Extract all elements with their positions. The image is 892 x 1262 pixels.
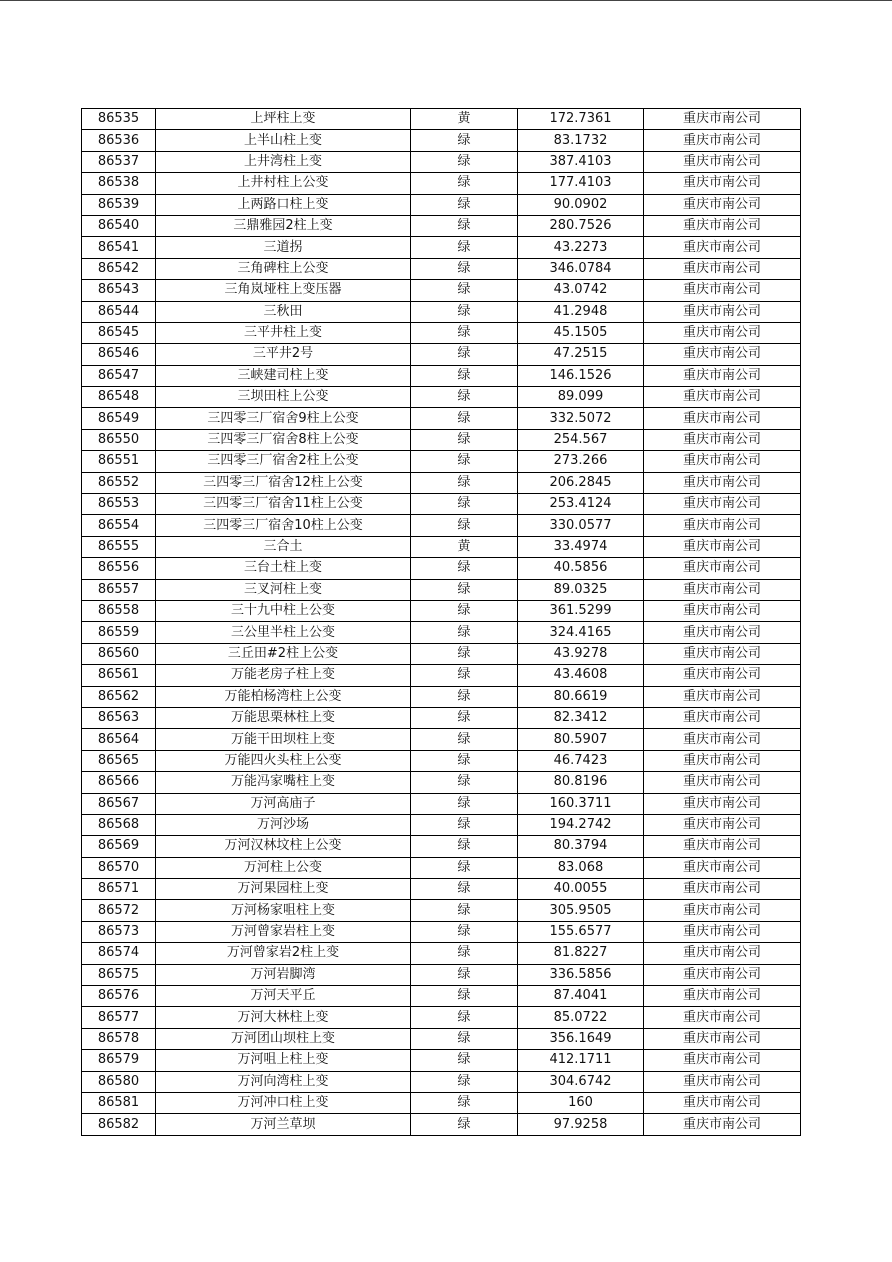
station-name-cell: 三四零三厂宿舍9柱上公变 xyxy=(156,408,411,429)
table-row xyxy=(82,857,801,878)
table-row xyxy=(82,387,801,408)
row-id-cell: 86550 xyxy=(82,429,156,450)
table-row xyxy=(82,408,801,429)
status-code-cell: 绿 xyxy=(411,130,518,151)
status-code-cell: 黄 xyxy=(411,109,518,130)
station-name-cell: 三合土 xyxy=(156,536,411,557)
value-cell: 97.9258 xyxy=(518,1114,644,1135)
station-name-cell: 三丘田#2柱上公变 xyxy=(156,643,411,664)
table-row xyxy=(82,1114,801,1135)
table-row xyxy=(82,130,801,151)
table-row xyxy=(82,536,801,557)
data-table xyxy=(81,108,801,1136)
value-cell: 87.4041 xyxy=(518,986,644,1007)
company-cell: 重庆市南公司 xyxy=(644,793,801,814)
station-name-cell: 万河汉林坟柱上公变 xyxy=(156,836,411,857)
value-cell: 412.1711 xyxy=(518,1050,644,1071)
station-name-cell: 上坪柱上变 xyxy=(156,109,411,130)
company-cell: 重庆市南公司 xyxy=(644,558,801,579)
company-cell: 重庆市南公司 xyxy=(644,1028,801,1049)
table-row xyxy=(82,322,801,343)
table-row xyxy=(82,365,801,386)
table-row xyxy=(82,729,801,750)
table-row xyxy=(82,109,801,130)
status-code-cell: 绿 xyxy=(411,237,518,258)
company-cell: 重庆市南公司 xyxy=(644,900,801,921)
row-id-cell: 86552 xyxy=(82,472,156,493)
company-cell: 重庆市南公司 xyxy=(644,451,801,472)
row-id-cell: 86565 xyxy=(82,750,156,771)
row-id-cell: 86559 xyxy=(82,622,156,643)
company-cell: 重庆市南公司 xyxy=(644,814,801,835)
value-cell: 155.6577 xyxy=(518,921,644,942)
table-row xyxy=(82,280,801,301)
table-row xyxy=(82,258,801,279)
company-cell: 重庆市南公司 xyxy=(644,772,801,793)
station-name-cell: 万能四火头柱上公变 xyxy=(156,750,411,771)
company-cell: 重庆市南公司 xyxy=(644,986,801,1007)
value-cell: 83.068 xyxy=(518,857,644,878)
row-id-cell: 86577 xyxy=(82,1007,156,1028)
table-row xyxy=(82,707,801,728)
company-cell: 重庆市南公司 xyxy=(644,109,801,130)
company-cell: 重庆市南公司 xyxy=(644,943,801,964)
value-cell: 146.1526 xyxy=(518,365,644,386)
row-id-cell: 86568 xyxy=(82,814,156,835)
company-cell: 重庆市南公司 xyxy=(644,857,801,878)
row-id-cell: 86548 xyxy=(82,387,156,408)
status-code-cell: 绿 xyxy=(411,451,518,472)
station-name-cell: 三公里半柱上公变 xyxy=(156,622,411,643)
status-code-cell: 绿 xyxy=(411,836,518,857)
station-name-cell: 三峡建司柱上变 xyxy=(156,365,411,386)
station-name-cell: 三四零三厂宿舍2柱上公变 xyxy=(156,451,411,472)
station-name-cell: 三台土柱上变 xyxy=(156,558,411,579)
station-name-cell: 万河高庙子 xyxy=(156,793,411,814)
status-code-cell: 绿 xyxy=(411,322,518,343)
table-row xyxy=(82,772,801,793)
status-code-cell: 绿 xyxy=(411,215,518,236)
company-cell: 重庆市南公司 xyxy=(644,1114,801,1135)
table-row xyxy=(82,836,801,857)
table-row xyxy=(82,750,801,771)
value-cell: 83.1732 xyxy=(518,130,644,151)
station-name-cell: 上半山柱上变 xyxy=(156,130,411,151)
status-code-cell: 绿 xyxy=(411,344,518,365)
station-name-cell: 三角碑柱上公变 xyxy=(156,258,411,279)
station-name-cell: 万能冯家嘴柱上变 xyxy=(156,772,411,793)
value-cell: 305.9505 xyxy=(518,900,644,921)
value-cell: 177.4103 xyxy=(518,173,644,194)
table-row xyxy=(82,1050,801,1071)
company-cell: 重庆市南公司 xyxy=(644,194,801,215)
row-id-cell: 86551 xyxy=(82,451,156,472)
value-cell: 206.2845 xyxy=(518,472,644,493)
table-row xyxy=(82,472,801,493)
table-row xyxy=(82,943,801,964)
status-code-cell: 绿 xyxy=(411,1007,518,1028)
company-cell: 重庆市南公司 xyxy=(644,515,801,536)
status-code-cell: 绿 xyxy=(411,900,518,921)
station-name-cell: 三叉河柱上变 xyxy=(156,579,411,600)
value-cell: 90.0902 xyxy=(518,194,644,215)
status-code-cell: 绿 xyxy=(411,729,518,750)
status-code-cell: 绿 xyxy=(411,986,518,1007)
table-row xyxy=(82,1028,801,1049)
station-name-cell: 三平井柱上变 xyxy=(156,322,411,343)
value-cell: 80.5907 xyxy=(518,729,644,750)
status-code-cell: 绿 xyxy=(411,1114,518,1135)
station-name-cell: 万河大林柱上变 xyxy=(156,1007,411,1028)
status-code-cell: 绿 xyxy=(411,665,518,686)
status-code-cell: 绿 xyxy=(411,793,518,814)
station-name-cell: 万河向湾柱上变 xyxy=(156,1071,411,1092)
status-code-cell: 绿 xyxy=(411,173,518,194)
row-id-cell: 86562 xyxy=(82,686,156,707)
station-name-cell: 三四零三厂宿舍11柱上公变 xyxy=(156,494,411,515)
status-code-cell: 绿 xyxy=(411,943,518,964)
row-id-cell: 86535 xyxy=(82,109,156,130)
station-name-cell: 万河沙场 xyxy=(156,814,411,835)
value-cell: 47.2515 xyxy=(518,344,644,365)
table-row xyxy=(82,879,801,900)
row-id-cell: 86570 xyxy=(82,857,156,878)
value-cell: 253.4124 xyxy=(518,494,644,515)
status-code-cell: 绿 xyxy=(411,387,518,408)
status-code-cell: 绿 xyxy=(411,194,518,215)
company-cell: 重庆市南公司 xyxy=(644,494,801,515)
row-id-cell: 86539 xyxy=(82,194,156,215)
table-row xyxy=(82,986,801,1007)
station-name-cell: 三鼎雅园2柱上变 xyxy=(156,215,411,236)
row-id-cell: 86582 xyxy=(82,1114,156,1135)
company-cell: 重庆市南公司 xyxy=(644,429,801,450)
row-id-cell: 86578 xyxy=(82,1028,156,1049)
value-cell: 85.0722 xyxy=(518,1007,644,1028)
table-row xyxy=(82,215,801,236)
station-name-cell: 上两路口柱上变 xyxy=(156,194,411,215)
company-cell: 重庆市南公司 xyxy=(644,1050,801,1071)
row-id-cell: 86543 xyxy=(82,280,156,301)
station-name-cell: 万河曾家岩柱上变 xyxy=(156,921,411,942)
station-name-cell: 万河曾家岩2柱上变 xyxy=(156,943,411,964)
company-cell: 重庆市南公司 xyxy=(644,237,801,258)
value-cell: 41.2948 xyxy=(518,301,644,322)
table-row xyxy=(82,643,801,664)
row-id-cell: 86571 xyxy=(82,879,156,900)
status-code-cell: 绿 xyxy=(411,1071,518,1092)
company-cell: 重庆市南公司 xyxy=(644,750,801,771)
company-cell: 重庆市南公司 xyxy=(644,280,801,301)
value-cell: 45.1505 xyxy=(518,322,644,343)
company-cell: 重庆市南公司 xyxy=(644,322,801,343)
table-row xyxy=(82,301,801,322)
company-cell: 重庆市南公司 xyxy=(644,387,801,408)
row-id-cell: 86581 xyxy=(82,1092,156,1113)
company-cell: 重庆市南公司 xyxy=(644,729,801,750)
station-name-cell: 三平井2号 xyxy=(156,344,411,365)
station-name-cell: 三秋田 xyxy=(156,301,411,322)
status-code-cell: 绿 xyxy=(411,600,518,621)
value-cell: 80.3794 xyxy=(518,836,644,857)
value-cell: 89.099 xyxy=(518,387,644,408)
table-row xyxy=(82,1092,801,1113)
company-cell: 重庆市南公司 xyxy=(644,964,801,985)
value-cell: 43.0742 xyxy=(518,280,644,301)
status-code-cell: 绿 xyxy=(411,921,518,942)
status-code-cell: 绿 xyxy=(411,707,518,728)
table-row xyxy=(82,344,801,365)
status-code-cell: 绿 xyxy=(411,814,518,835)
value-cell: 80.6619 xyxy=(518,686,644,707)
row-id-cell: 86567 xyxy=(82,793,156,814)
status-code-cell: 绿 xyxy=(411,515,518,536)
table-row xyxy=(82,686,801,707)
row-id-cell: 86547 xyxy=(82,365,156,386)
value-cell: 33.4974 xyxy=(518,536,644,557)
station-name-cell: 三四零三厂宿舍10柱上公变 xyxy=(156,515,411,536)
station-name-cell: 万河果园柱上变 xyxy=(156,879,411,900)
row-id-cell: 86556 xyxy=(82,558,156,579)
status-code-cell: 绿 xyxy=(411,558,518,579)
row-id-cell: 86564 xyxy=(82,729,156,750)
table-row xyxy=(82,515,801,536)
row-id-cell: 86575 xyxy=(82,964,156,985)
status-code-cell: 绿 xyxy=(411,301,518,322)
row-id-cell: 86540 xyxy=(82,215,156,236)
station-name-cell: 万河天平丘 xyxy=(156,986,411,1007)
value-cell: 330.0577 xyxy=(518,515,644,536)
table-row xyxy=(82,173,801,194)
row-id-cell: 86576 xyxy=(82,986,156,1007)
table-row xyxy=(82,429,801,450)
page-top-border xyxy=(0,0,892,1)
value-cell: 40.0055 xyxy=(518,879,644,900)
status-code-cell: 黄 xyxy=(411,536,518,557)
value-cell: 43.9278 xyxy=(518,643,644,664)
status-code-cell: 绿 xyxy=(411,472,518,493)
row-id-cell: 86573 xyxy=(82,921,156,942)
status-code-cell: 绿 xyxy=(411,280,518,301)
table-row xyxy=(82,665,801,686)
company-cell: 重庆市南公司 xyxy=(644,1007,801,1028)
company-cell: 重庆市南公司 xyxy=(644,472,801,493)
table-body xyxy=(82,109,801,1136)
status-code-cell: 绿 xyxy=(411,643,518,664)
value-cell: 89.0325 xyxy=(518,579,644,600)
status-code-cell: 绿 xyxy=(411,579,518,600)
station-name-cell: 万能老房子柱上变 xyxy=(156,665,411,686)
status-code-cell: 绿 xyxy=(411,365,518,386)
company-cell: 重庆市南公司 xyxy=(644,130,801,151)
row-id-cell: 86538 xyxy=(82,173,156,194)
company-cell: 重庆市南公司 xyxy=(644,536,801,557)
status-code-cell: 绿 xyxy=(411,772,518,793)
value-cell: 273.266 xyxy=(518,451,644,472)
row-id-cell: 86569 xyxy=(82,836,156,857)
row-id-cell: 86579 xyxy=(82,1050,156,1071)
company-cell: 重庆市南公司 xyxy=(644,600,801,621)
row-id-cell: 86546 xyxy=(82,344,156,365)
table-row xyxy=(82,237,801,258)
table-row xyxy=(82,921,801,942)
row-id-cell: 86561 xyxy=(82,665,156,686)
table-row xyxy=(82,622,801,643)
row-id-cell: 86563 xyxy=(82,707,156,728)
value-cell: 172.7361 xyxy=(518,109,644,130)
station-name-cell: 万河团山坝柱上变 xyxy=(156,1028,411,1049)
row-id-cell: 86549 xyxy=(82,408,156,429)
table-row xyxy=(82,900,801,921)
table-row xyxy=(82,451,801,472)
station-name-cell: 三四零三厂宿舍8柱上公变 xyxy=(156,429,411,450)
value-cell: 194.2742 xyxy=(518,814,644,835)
row-id-cell: 86545 xyxy=(82,322,156,343)
table-row xyxy=(82,1071,801,1092)
value-cell: 40.5856 xyxy=(518,558,644,579)
company-cell: 重庆市南公司 xyxy=(644,1071,801,1092)
company-cell: 重庆市南公司 xyxy=(644,579,801,600)
station-name-cell: 三道拐 xyxy=(156,237,411,258)
row-id-cell: 86542 xyxy=(82,258,156,279)
row-id-cell: 86555 xyxy=(82,536,156,557)
station-name-cell: 三十九中柱上公变 xyxy=(156,600,411,621)
status-code-cell: 绿 xyxy=(411,258,518,279)
row-id-cell: 86566 xyxy=(82,772,156,793)
table-row xyxy=(82,194,801,215)
table-row xyxy=(82,964,801,985)
status-code-cell: 绿 xyxy=(411,750,518,771)
table-row xyxy=(82,494,801,515)
value-cell: 387.4103 xyxy=(518,151,644,172)
company-cell: 重庆市南公司 xyxy=(644,258,801,279)
table-row xyxy=(82,814,801,835)
value-cell: 361.5299 xyxy=(518,600,644,621)
company-cell: 重庆市南公司 xyxy=(644,1092,801,1113)
row-id-cell: 86541 xyxy=(82,237,156,258)
status-code-cell: 绿 xyxy=(411,408,518,429)
status-code-cell: 绿 xyxy=(411,1028,518,1049)
status-code-cell: 绿 xyxy=(411,879,518,900)
value-cell: 356.1649 xyxy=(518,1028,644,1049)
station-name-cell: 三角岚垭柱上变压器 xyxy=(156,280,411,301)
company-cell: 重庆市南公司 xyxy=(644,665,801,686)
company-cell: 重庆市南公司 xyxy=(644,301,801,322)
station-name-cell: 万河杨家咀柱上变 xyxy=(156,900,411,921)
row-id-cell: 86557 xyxy=(82,579,156,600)
row-id-cell: 86537 xyxy=(82,151,156,172)
row-id-cell: 86536 xyxy=(82,130,156,151)
status-code-cell: 绿 xyxy=(411,857,518,878)
company-cell: 重庆市南公司 xyxy=(644,686,801,707)
row-id-cell: 86574 xyxy=(82,943,156,964)
status-code-cell: 绿 xyxy=(411,151,518,172)
value-cell: 280.7526 xyxy=(518,215,644,236)
value-cell: 81.8227 xyxy=(518,943,644,964)
status-code-cell: 绿 xyxy=(411,964,518,985)
company-cell: 重庆市南公司 xyxy=(644,365,801,386)
value-cell: 46.7423 xyxy=(518,750,644,771)
company-cell: 重庆市南公司 xyxy=(644,151,801,172)
table-row xyxy=(82,151,801,172)
table-row xyxy=(82,793,801,814)
row-id-cell: 86554 xyxy=(82,515,156,536)
station-name-cell: 万河柱上公变 xyxy=(156,857,411,878)
company-cell: 重庆市南公司 xyxy=(644,879,801,900)
value-cell: 254.567 xyxy=(518,429,644,450)
status-code-cell: 绿 xyxy=(411,1050,518,1071)
company-cell: 重庆市南公司 xyxy=(644,643,801,664)
value-cell: 336.5856 xyxy=(518,964,644,985)
station-name-cell: 万河咀上柱上变 xyxy=(156,1050,411,1071)
row-id-cell: 86560 xyxy=(82,643,156,664)
row-id-cell: 86572 xyxy=(82,900,156,921)
company-cell: 重庆市南公司 xyxy=(644,408,801,429)
value-cell: 43.4608 xyxy=(518,665,644,686)
station-name-cell: 万能干田坝柱上变 xyxy=(156,729,411,750)
table-row xyxy=(82,579,801,600)
value-cell: 160.3711 xyxy=(518,793,644,814)
company-cell: 重庆市南公司 xyxy=(644,707,801,728)
table-row xyxy=(82,558,801,579)
status-code-cell: 绿 xyxy=(411,622,518,643)
company-cell: 重庆市南公司 xyxy=(644,344,801,365)
company-cell: 重庆市南公司 xyxy=(644,173,801,194)
value-cell: 80.8196 xyxy=(518,772,644,793)
value-cell: 346.0784 xyxy=(518,258,644,279)
station-name-cell: 上井湾柱上变 xyxy=(156,151,411,172)
table-row xyxy=(82,600,801,621)
row-id-cell: 86580 xyxy=(82,1071,156,1092)
company-cell: 重庆市南公司 xyxy=(644,836,801,857)
value-cell: 324.4165 xyxy=(518,622,644,643)
row-id-cell: 86544 xyxy=(82,301,156,322)
station-name-cell: 万能思栗林柱上变 xyxy=(156,707,411,728)
company-cell: 重庆市南公司 xyxy=(644,622,801,643)
station-name-cell: 三坝田柱上公变 xyxy=(156,387,411,408)
company-cell: 重庆市南公司 xyxy=(644,215,801,236)
row-id-cell: 86558 xyxy=(82,600,156,621)
company-cell: 重庆市南公司 xyxy=(644,921,801,942)
value-cell: 82.3412 xyxy=(518,707,644,728)
row-id-cell: 86553 xyxy=(82,494,156,515)
value-cell: 304.6742 xyxy=(518,1071,644,1092)
station-name-cell: 万河兰草坝 xyxy=(156,1114,411,1135)
status-code-cell: 绿 xyxy=(411,1092,518,1113)
station-name-cell: 万河冲口柱上变 xyxy=(156,1092,411,1113)
value-cell: 43.2273 xyxy=(518,237,644,258)
station-name-cell: 上井村柱上公变 xyxy=(156,173,411,194)
station-name-cell: 万能柏杨湾柱上公变 xyxy=(156,686,411,707)
station-name-cell: 三四零三厂宿舍12柱上公变 xyxy=(156,472,411,493)
status-code-cell: 绿 xyxy=(411,686,518,707)
status-code-cell: 绿 xyxy=(411,429,518,450)
value-cell: 160 xyxy=(518,1092,644,1113)
station-name-cell: 万河岩脚湾 xyxy=(156,964,411,985)
table-row xyxy=(82,1007,801,1028)
status-code-cell: 绿 xyxy=(411,494,518,515)
value-cell: 332.5072 xyxy=(518,408,644,429)
